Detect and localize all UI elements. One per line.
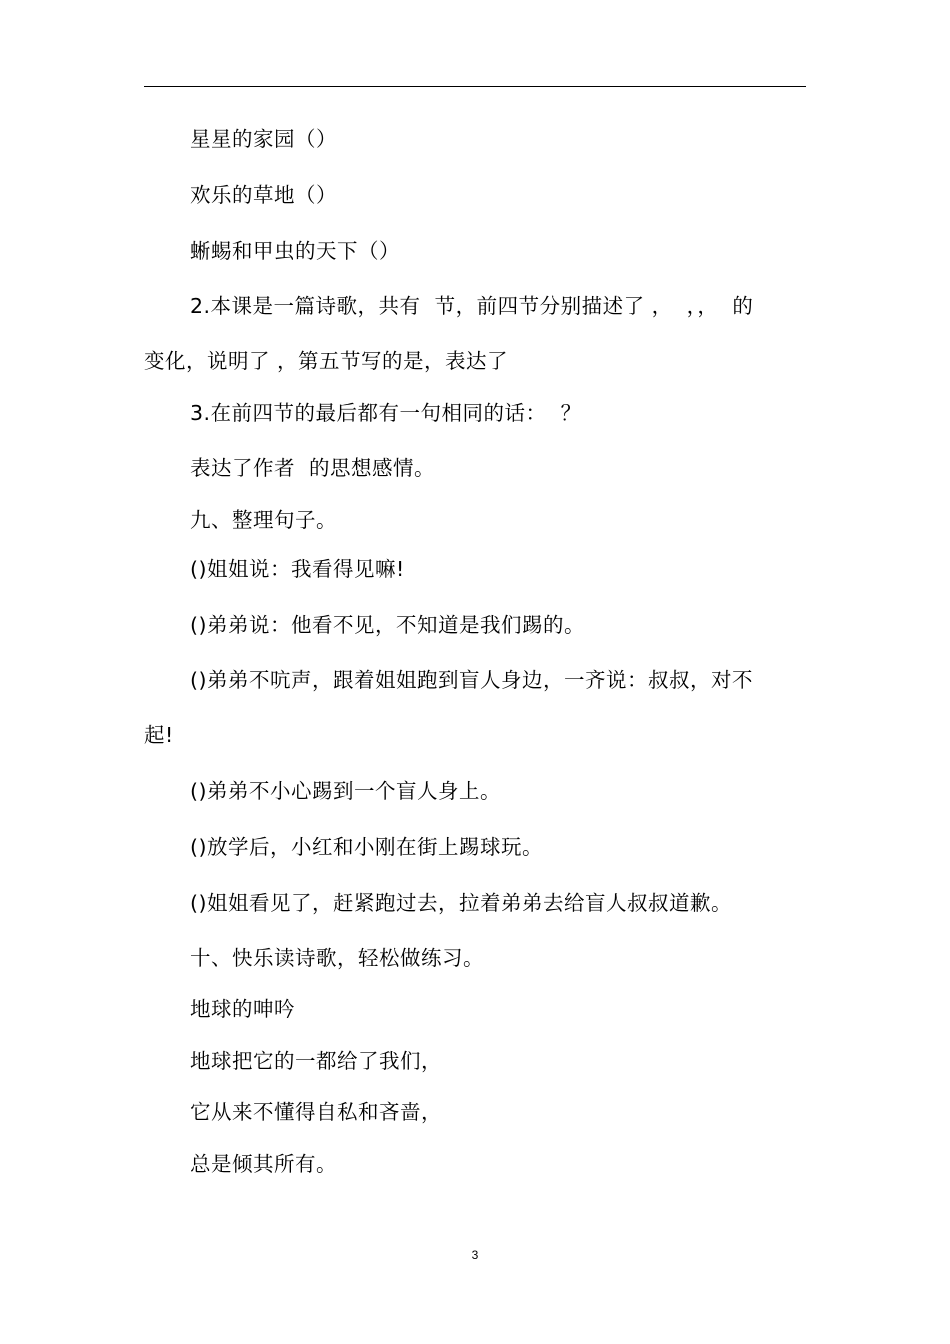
text-line: ()放学后，小红和小刚在街上踢球玩。	[190, 835, 543, 859]
text-line: 蜥蜴和甲虫的天下（）	[190, 239, 400, 263]
text-line: 2.本课是一篇诗歌，共有 节，前四节分别描述了 ， ，， 的	[190, 294, 754, 318]
section-heading: 九、整理句子。	[190, 508, 337, 532]
text-line: 表达了作者 的思想感情。	[190, 456, 436, 480]
text-line: ()弟弟说：他看不见，不知道是我们踢的。	[190, 613, 585, 637]
poem-title: 地球的呻吟	[190, 997, 295, 1021]
text-line: 欢乐的草地（）	[190, 183, 337, 207]
text-line: 星星的家园（）	[190, 127, 337, 151]
text-line: 变化，说明了 ，第五节写的是，表达了	[144, 349, 509, 373]
text-line: ()姐姐看见了，赶紧跑过去，拉着弟弟去给盲人叔叔道歉。	[190, 891, 732, 915]
text-line: 起!	[144, 723, 174, 747]
text-line: ()弟弟不小心踢到一个盲人身上。	[190, 779, 501, 803]
text-line: 3.在前四节的最后都有一句相同的话： ？	[190, 401, 582, 425]
text-line: ()姐姐说：我看得见嘛!	[190, 557, 405, 581]
poem-line: 地球把它的一都给了我们，	[190, 1049, 442, 1073]
poem-line: 总是倾其所有。	[190, 1152, 337, 1176]
page-number: 3	[471, 1248, 479, 1262]
section-heading: 十、快乐读诗歌，轻松做练习。	[190, 946, 484, 970]
header-rule	[144, 86, 806, 87]
text-line: ()弟弟不吭声，跟着姐姐跑到盲人身边，一齐说：叔叔，对不	[190, 668, 753, 692]
poem-line: 它从来不懂得自私和吝啬，	[190, 1100, 442, 1124]
